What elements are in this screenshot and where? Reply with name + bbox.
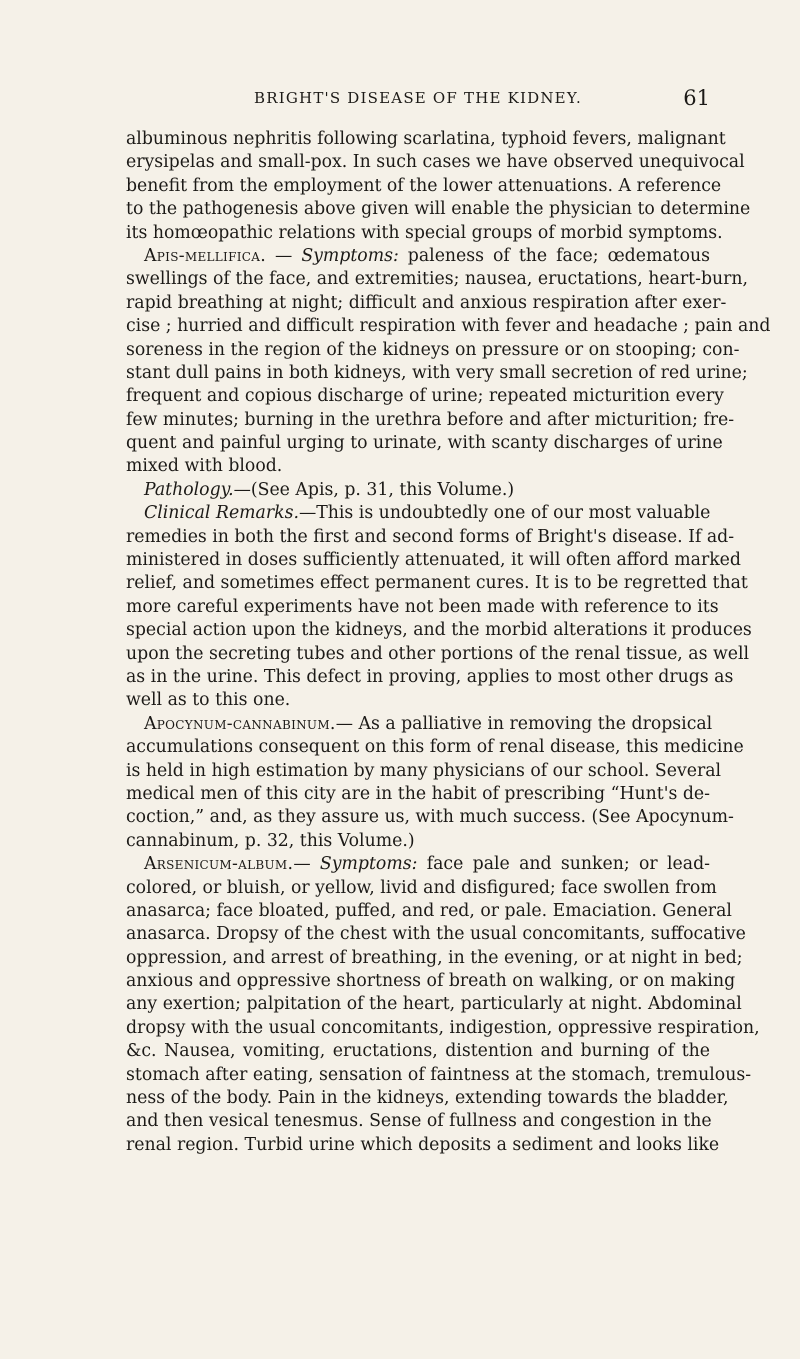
remedy-name-apocynum: Apocynum-cannabinum. (144, 713, 336, 734)
text-line: and then vesical tenesmus. Sense of fullness and congestion in the (126, 1111, 712, 1132)
text-line: anasarca. Dropsy of the chest with the usual concomitants, suffocative (126, 924, 746, 945)
page-header (126, 86, 710, 110)
symptoms-label: Symptoms: (319, 854, 418, 875)
entry-arsenicum-heading-line (126, 853, 710, 876)
text-line: &c. Nausea, vomiting, eructations, distention and burning of the (126, 1041, 710, 1062)
text-line: colored, or bluish, or yellow, livid and disfigured; face swollen from (126, 877, 717, 898)
text-line: upon the secreting tubes and other portions of the renal tissue, as well (126, 643, 750, 664)
text-line: coction,” and, as they assure us, with much success. (See Apocynum- (126, 807, 734, 828)
text-line: oppression, and arrest of breathing, in the evening, or at night in bed; (126, 947, 743, 968)
text-line: to the pathogenesis above given will enable the physician to determine (126, 199, 751, 220)
text-line: ministered in doses sufficiently attenuated, it will often afford marked (126, 550, 741, 571)
symptoms-label: Symptoms: (301, 245, 399, 266)
text-line: albuminous nephritis following scarlatina, typhoid fevers, malignant (126, 129, 726, 149)
text-line: relief, and sometimes effect permanent cures. It is to be regretted that (126, 573, 748, 594)
entry-text: face pale and sunken; or lead- (417, 854, 710, 875)
text-line: frequent and copious discharge of urine; repeated micturition every (126, 386, 724, 407)
entry-text: paleness of the face; œdematous (398, 245, 710, 266)
pathology-line (126, 479, 710, 502)
text-line: renal region. Turbid urine which deposits a sediment and looks like (126, 1134, 720, 1155)
body-text (126, 128, 771, 1157)
pathology-text: —(See Apis, p. 31, this Volume.) (233, 479, 515, 500)
text-line: dropsy with the usual concomitants, indigestion, oppressive respiration, (126, 1017, 760, 1038)
entry-apis-heading-line (126, 245, 710, 268)
text-line: anxious and oppressive shortness of breath on walking, or on making (126, 971, 736, 992)
text-line: soreness in the region of the kidneys on pressure or on stooping; con- (126, 339, 740, 360)
text-line: accumulations consequent on this form of renal disease, this medicine (126, 737, 744, 758)
text-line: erysipelas and small-pox. In such cases we have observed unequivocal (126, 152, 745, 173)
text-line: stant dull pains in both kidneys, with very small secretion of red urine; (126, 362, 748, 383)
text-line: remedies in both the first and second forms of Bright's disease. If ad- (126, 526, 735, 547)
pathology-label: Pathology. (144, 479, 234, 500)
remedy-name-arsenicum: Arsenicum-album. (144, 854, 294, 875)
text-line: stomach after eating, sensation of faintness at the stomach, tremulous- (126, 1064, 752, 1085)
text-line: swellings of the face, and extremities; nausea, eructations, heart-burn, (126, 269, 749, 290)
text-line: is held in high estimation by many physicians of our school. Several (126, 760, 722, 781)
dash: — (266, 245, 302, 266)
text-line: quent and painful urging to urinate, with scanty discharges of urine (126, 433, 723, 454)
clinical-remarks-line (126, 502, 710, 525)
remedy-name-apis: Apis-mellifica. (144, 245, 266, 266)
text-line: rapid breathing at night; difficult and anxious respiration after exer- (126, 292, 727, 313)
text-line: medical men of this city are in the habit of prescribing “Hunt's de- (126, 783, 710, 804)
text-line: few minutes; burning in the urethra before and after micturition; fre- (126, 409, 735, 430)
text-line: well as to this one. (126, 690, 291, 711)
running-head: BRIGHT'S DISEASE OF THE KIDNEY. (254, 89, 582, 107)
entry-apocynum-heading-line (126, 713, 713, 736)
clinical-remarks-label: Clinical Remarks. (144, 503, 299, 524)
page-number: 61 (683, 86, 710, 110)
clinical-remarks-text: —This is undoubtedly one of our most valuable (298, 503, 711, 524)
text-line: any exertion; palpitation of the heart, particularly at night. Abdominal (126, 994, 742, 1015)
text-line: its homœopathic relations with special groups of morbid symptoms. (126, 222, 723, 243)
text-line: as in the urine. This defect in proving, applies to most other drugs as (126, 666, 734, 687)
text-line: anasarca; face bloated, puffed, and red, or pale. Emaciation. General (126, 900, 732, 921)
text-line: ness of the body. Pain in the kidneys, extending towards the bladder, (126, 1088, 729, 1109)
text-line: benefit from the employment of the lower attenuations. A reference (126, 175, 722, 196)
entry-text: — As a palliative in removing the dropsical (335, 713, 713, 734)
text-line: special action upon the kidneys, and the morbid alterations it produces (126, 620, 752, 641)
text-line: mixed with blood. (126, 456, 283, 477)
text-line: cannabinum, p. 32, this Volume.) (126, 830, 415, 851)
text-line: more careful experiments have not been made with reference to its (126, 596, 719, 617)
dash: — (293, 854, 320, 875)
text-line: cise ; hurried and difficult respiration with fever and headache ; pain and (126, 316, 771, 337)
